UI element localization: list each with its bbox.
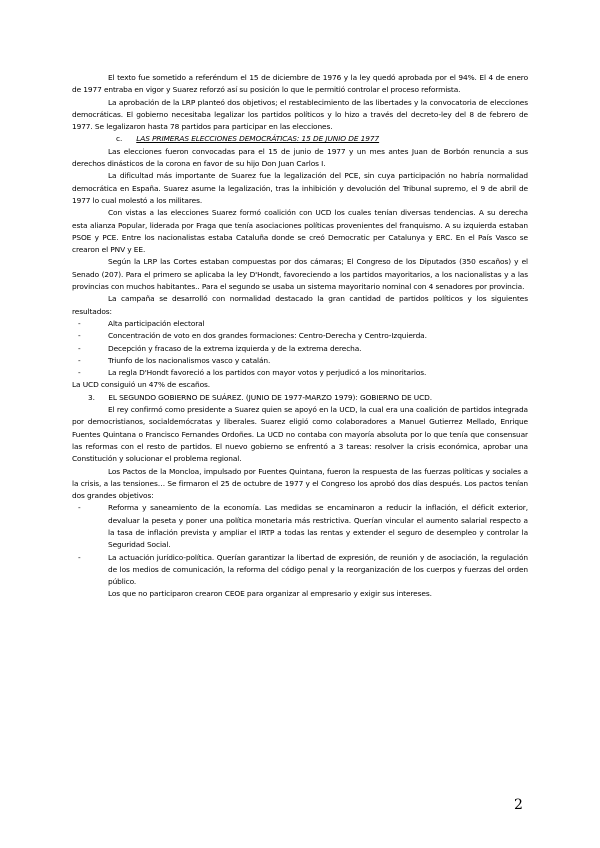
- list-item-text: Triunfo de los nacionalismos vasco y catalán.: [108, 355, 271, 365]
- paragraph: El rey confirmó como presidente a Suarez quien se apoyó en la UCD, la cual era una coalición de partidos integrada por democristianos, socialdemócratas y liberales. Suarez eligió como colaboradores a Manuel Gutierrez Mellado, Enrique Fuentes Quintana o Francisco Fernandes Ordoñes. La UCD no contaba con mayoría absoluta por lo que tenía que consensuar las reformas con el resto de partidos. El nuevo gobierno se enfrentó a 3 tareas: resolver la crisis económica, aprobar una Constitución y solucionar el problema regional.: [72, 405, 528, 464]
- list-item-text: Decepción y fracaso de la extrema izquierda y de la extrema derecha.: [108, 343, 362, 353]
- list-item: [72, 343, 528, 355]
- list-marker: -: [78, 318, 81, 328]
- list-marker: -: [78, 552, 81, 562]
- paragraph: La UCD consiguió un 47% de escaños.: [72, 380, 211, 390]
- list-item-text: La actuación jurídico-política. Querían garantizar la libertad de expresión, de reunión y de asociación, la regulación de los medios de comunicación, la reforma del código penal y la reorganización de los cuerpos y fuerzas del orden público.: [108, 552, 528, 587]
- list-item: [72, 502, 528, 551]
- list-item: [72, 318, 528, 330]
- section-heading-3: [72, 392, 528, 404]
- list-marker: -: [78, 355, 81, 365]
- paragraph: Los que no participaron crearon CEOE para organizar al empresario y exigir sus intereses.: [108, 589, 432, 599]
- section-title: EL SEGUNDO GOBIERNO DE SUÁREZ. (JUNIO DE 1977-MARZO 1979): GOBIERNO DE UCD.: [108, 392, 432, 402]
- paragraph: La campaña se desarrolló con normalidad destacado la gran cantidad de partidos políticos y los siguientes resultados:: [72, 294, 528, 316]
- list-marker: -: [78, 503, 81, 513]
- section-heading-c: [72, 133, 528, 145]
- paragraph: La aprobación de la LRP planteó dos objetivos; el restablecimiento de las libertades y la convocatoria de elecciones democráticas. El gobierno necesitaba legalizar los partidos políticos y lo hizo a través del decreto-ley del 8 de febrero de 1977. Se legalizaron hasta 78 partidos para participar en las elecciones.: [72, 97, 528, 132]
- paragraph: El texto fue sometido a referéndum el 15 de diciembre de 1976 y la ley quedó aprobada por el 94%. El 4 de enero de 1977 entraba en vigor y Suarez reforzó así su posición lo que le permitió controlar el proceso reformista.: [72, 73, 528, 95]
- list-item-text: Concentración de voto en dos grandes formaciones: Centro-Derecha y Centro-Izquierda.: [108, 331, 427, 341]
- section-letter: c.: [116, 134, 123, 144]
- list-item-text: La regla D'Hondt favoreció a los partidos con mayor votos y perjudicó a los minoritarios.: [108, 368, 427, 378]
- paragraph: Según la LRP las Cortes estaban compuestas por dos cámaras; El Congreso de los Diputados (350 escaños) y el Senado (207). Para el primero se aplicaba la ley D'Hondt, favoreciendo a los partidos mayoritarios, a los nacionalistas y a las provincias con muchos habitantes.. Para el segundo se usaba un sistema mayoritario nominal con 4 senadores por provincia.: [72, 257, 528, 292]
- page-number: 2: [514, 797, 523, 813]
- list-item-text: Reforma y saneamiento de la economía. Las medidas se encaminaron a reducir la inflación, el déficit exterior, devaluar la peseta y poner una política monetaria más restrictiva. Querían vincular el aumento salarial respecto a la tasa de inflación prevista y ampliar el IRTP a todas las rentas y extender el seguro de desempleo y controlar la Seguridad Social.: [108, 503, 528, 550]
- list-item: [72, 330, 528, 342]
- list-item: [72, 367, 528, 379]
- list-marker: -: [78, 343, 81, 353]
- section-title: LAS PRIMERAS ELECCIONES DEMOCRÁTICAS: 15 DE JUNIO DE 1977: [136, 134, 380, 144]
- paragraph: Con vistas a las elecciones Suarez formó coalición con UCD los cuales tenían diversas tendencias. A su derecha esta alianza Popular, liderada por Fraga que tenía asociaciones políticas provenientes del franquismo. A su izquierda estaban PSOE y PCE. Entre los nacionalistas estaba Cataluña donde se creó Democratic per Catalunya y ERC. En el País Vasco se crearon el PNV y EE.: [72, 208, 528, 255]
- list-item-text: Alta participación electoral: [108, 318, 205, 328]
- list-item: [72, 552, 528, 589]
- list-item: [72, 355, 528, 367]
- paragraph: Los Pactos de la Moncloa, impulsado por Fuentes Quintana, fueron la respuesta de las fuerzas políticas y sociales a la crisis, a las tensiones… Se firmaron el 25 de octubre de 1977 y el Congreso los aprobó dos días después. Los pactos tenían dos grandes objetivos:: [72, 466, 528, 501]
- objectives-list: [72, 502, 528, 588]
- list-marker: -: [78, 331, 81, 341]
- page-body: [72, 72, 528, 601]
- paragraph: La dificultad más importante de Suarez fue la legalización del PCE, sin cuya participación no habría normalidad democrática en España. Suarez asume la legalización, tras la inhibición y devolución del Tribunal supremo, el 9 de abril de 1977 lo cual molestó a los militares.: [72, 171, 528, 205]
- list-marker: -: [78, 368, 81, 378]
- paragraph: Las elecciones fueron convocadas para el 15 de junio de 1977 y un mes antes Juan de Borbón renuncia a sus derechos dinásticos de la corona en favor de su hijo Don Juan Carlos I.: [72, 146, 528, 169]
- results-list: [72, 318, 528, 379]
- section-number: 3.: [88, 392, 95, 402]
